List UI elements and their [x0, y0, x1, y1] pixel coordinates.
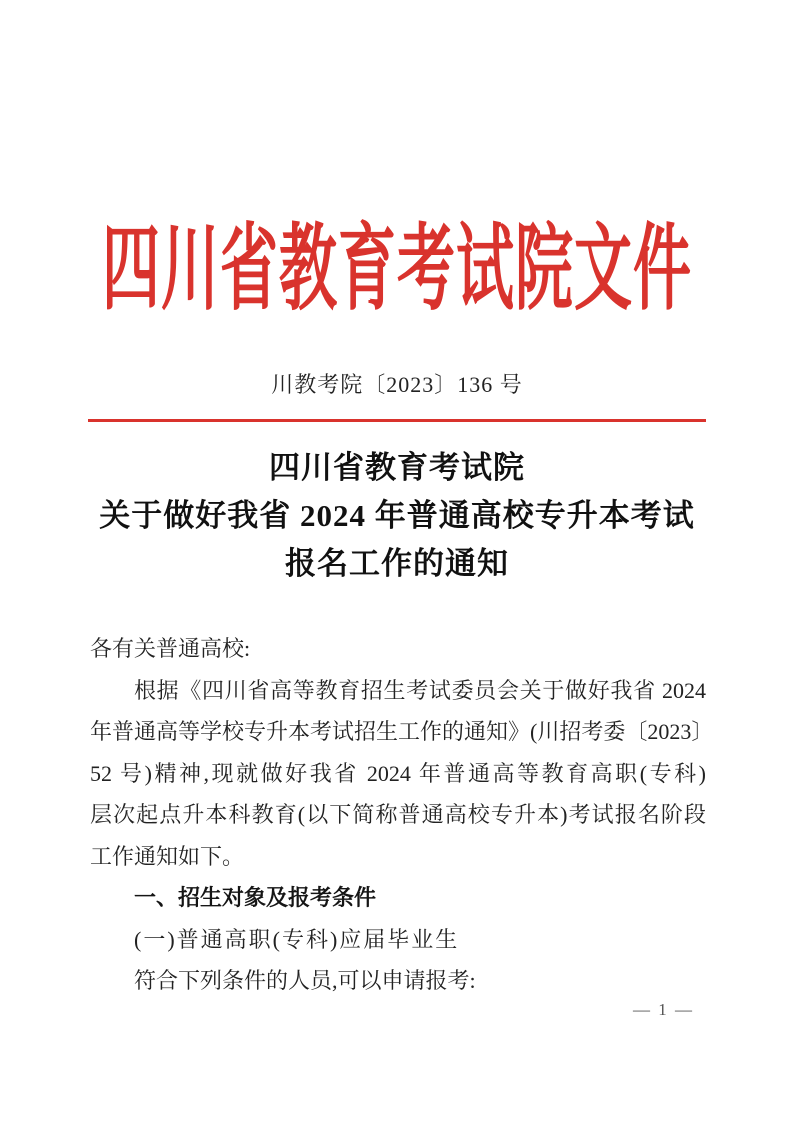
document-reference-number: 川教考院〔2023〕136 号: [271, 372, 523, 397]
document-title: [0, 444, 794, 588]
body-text-line: 层次起点升本科教育(以下简称普通高校专升本)考试报名阶段: [90, 802, 706, 827]
agency-banner-title: 四川省教育考试院文件: [101, 216, 692, 322]
body-text-line: 工作通知如下。: [90, 843, 245, 869]
body-text-line: 年普通高等学校专升本考试招生工作的通知》(川招考委〔2023〕: [90, 719, 714, 744]
body-text-line: 一、招生对象及报考条件: [134, 885, 377, 910]
document-body: [90, 628, 714, 1002]
document-title-line-1: 四川省教育考试院: [269, 450, 525, 485]
page-number: — 1 —: [633, 1000, 694, 1019]
document-title-line-2: 关于做好我省 2024 年普通高校专升本考试: [99, 498, 695, 533]
body-text-line: (一)普通高职(专科)应届毕业生: [134, 926, 460, 952]
red-divider-rule: [88, 419, 706, 422]
document-header-banner: [0, 200, 794, 320]
body-text-line: 符合下列条件的人员,可以申请报考:: [134, 968, 476, 993]
body-text-line: 52 号)精神,现就做好我省 2024 年普通高等教育高职(专科): [90, 760, 706, 786]
body-text-line: 各有关普通高校:: [90, 636, 251, 661]
document-title-line-3: 报名工作的通知: [285, 546, 509, 581]
body-text-line: 根据《四川省高等教育招生考试委员会关于做好我省 2024: [134, 677, 706, 703]
